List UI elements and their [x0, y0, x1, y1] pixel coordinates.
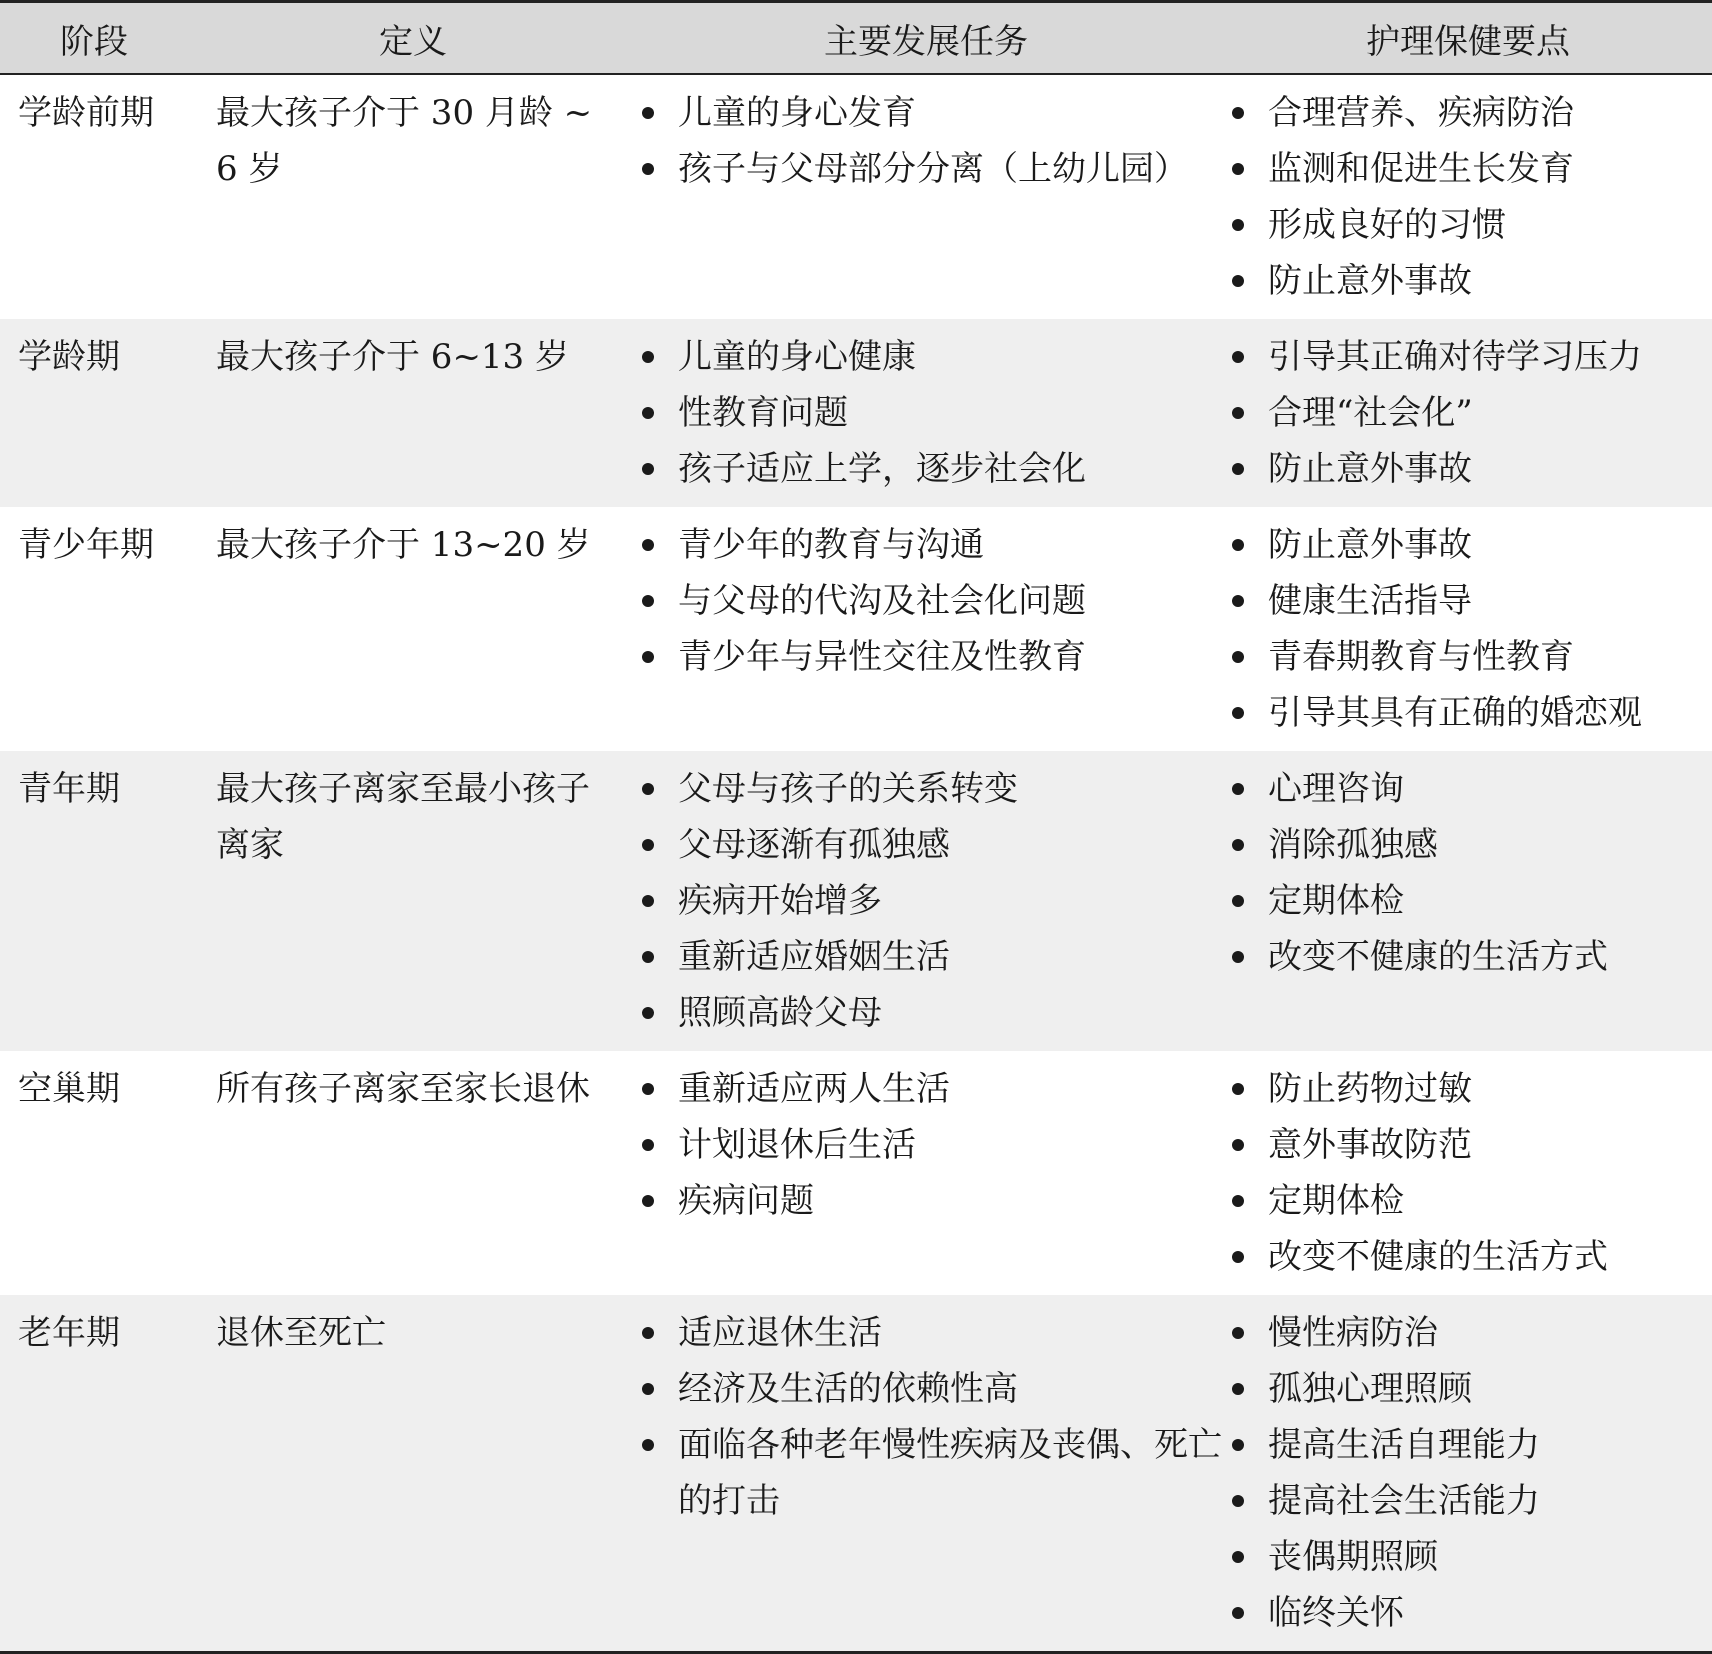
stage-cell: 老年期	[0, 1295, 198, 1653]
task-item-text: 计划退休后生活	[678, 1125, 916, 1165]
care-cell	[1224, 507, 1712, 751]
care-item	[1224, 1585, 1712, 1641]
bullet-icon	[642, 951, 654, 963]
bullet-icon	[642, 895, 654, 907]
bullet-icon	[642, 463, 654, 475]
tasks-list	[634, 761, 1224, 1041]
bullet-icon	[642, 1007, 654, 1019]
care-item	[1224, 1417, 1712, 1473]
task-item	[634, 441, 1224, 497]
bullet-icon	[642, 839, 654, 851]
task-item-text: 青少年与异性交往及性教育	[678, 637, 1086, 677]
care-item-text: 提高生活自理能力	[1268, 1425, 1540, 1465]
task-item-text: 父母逐渐有孤独感	[678, 825, 950, 865]
care-item	[1224, 929, 1712, 985]
care-item-text: 监测和促进生长发育	[1268, 149, 1574, 189]
care-item-text: 定期体检	[1268, 1181, 1404, 1221]
bullet-icon	[642, 1327, 654, 1339]
care-item	[1224, 517, 1712, 573]
bullet-icon	[642, 107, 654, 119]
definition-cell: 最大孩子介于 30 月龄 ~ 6 岁	[216, 93, 593, 189]
care-item	[1224, 1061, 1712, 1117]
care-item-text: 孤独心理照顾	[1268, 1369, 1472, 1409]
bullet-icon	[1232, 1251, 1244, 1263]
tasks-cell	[628, 751, 1224, 1051]
care-item-text: 改变不健康的生活方式	[1268, 937, 1608, 977]
bullet-icon	[1232, 539, 1244, 551]
bullet-icon	[1232, 895, 1244, 907]
tasks-cell	[628, 74, 1224, 319]
bullet-icon	[1232, 163, 1244, 175]
task-item-text: 父母与孩子的关系转变	[678, 769, 1018, 809]
table-row	[0, 1295, 1712, 1653]
task-item	[634, 1361, 1224, 1417]
care-list	[1224, 1305, 1712, 1641]
care-item	[1224, 761, 1712, 817]
task-item	[634, 385, 1224, 441]
bullet-icon	[1232, 595, 1244, 607]
bullet-icon	[1232, 275, 1244, 287]
task-item-text: 适应退休生活	[678, 1313, 882, 1353]
tasks-cell	[628, 1295, 1224, 1653]
task-item-text: 面临各种老年慢性疾病及丧偶、死亡的打击	[678, 1425, 1222, 1521]
bullet-icon	[642, 595, 654, 607]
task-item-text: 重新适应两人生活	[678, 1069, 950, 1109]
care-item	[1224, 1361, 1712, 1417]
stage-cell: 青年期	[0, 751, 198, 1051]
tasks-cell	[628, 507, 1224, 751]
table-row	[0, 74, 1712, 319]
care-item	[1224, 85, 1712, 141]
care-cell	[1224, 751, 1712, 1051]
bullet-icon	[1232, 1383, 1244, 1395]
tasks-list	[634, 85, 1224, 197]
care-list	[1224, 329, 1712, 497]
task-item	[634, 1417, 1224, 1529]
care-item-text: 合理“社会化”	[1268, 393, 1473, 433]
task-item-text: 儿童的身心健康	[678, 337, 916, 377]
task-item	[634, 85, 1224, 141]
tasks-list	[634, 517, 1224, 685]
care-item	[1224, 1173, 1712, 1229]
bullet-icon	[1232, 839, 1244, 851]
task-item	[634, 1117, 1224, 1173]
care-item-text: 临终关怀	[1268, 1593, 1404, 1633]
bullet-icon	[1232, 651, 1244, 663]
bullet-icon	[642, 351, 654, 363]
bullet-icon	[1232, 783, 1244, 795]
bullet-icon	[1232, 951, 1244, 963]
care-item-text: 定期体检	[1268, 881, 1404, 921]
tasks-cell	[628, 1051, 1224, 1295]
care-cell	[1224, 319, 1712, 507]
bullet-icon	[1232, 351, 1244, 363]
task-item-text: 青少年的教育与沟通	[678, 525, 984, 565]
bullet-icon	[642, 1439, 654, 1451]
care-item	[1224, 253, 1712, 309]
task-item-text: 重新适应婚姻生活	[678, 937, 950, 977]
care-item-text: 引导其具有正确的婚恋观	[1268, 693, 1642, 733]
table-header	[0, 2, 1712, 75]
definition-cell: 最大孩子介于 13~20 岁	[216, 525, 591, 565]
care-item	[1224, 141, 1712, 197]
task-item-text: 性教育问题	[678, 393, 848, 433]
bullet-icon	[1232, 1195, 1244, 1207]
bullet-icon	[642, 783, 654, 795]
task-item	[634, 1305, 1224, 1361]
care-item	[1224, 573, 1712, 629]
task-item-text: 与父母的代沟及社会化问题	[678, 581, 1086, 621]
care-item	[1224, 441, 1712, 497]
table-body	[0, 74, 1712, 1653]
task-item	[634, 573, 1224, 629]
header-tasks: 主要发展任务	[628, 2, 1224, 75]
care-item	[1224, 385, 1712, 441]
task-item-text: 孩子与父母部分分离（上幼儿园）	[678, 149, 1188, 189]
task-item	[634, 985, 1224, 1041]
table-row	[0, 319, 1712, 507]
care-item	[1224, 1305, 1712, 1361]
bullet-icon	[1232, 1607, 1244, 1619]
bullet-icon	[1232, 707, 1244, 719]
definition-cell: 退休至死亡	[198, 1295, 628, 1653]
task-item	[634, 629, 1224, 685]
task-item	[634, 517, 1224, 573]
bullet-icon	[642, 163, 654, 175]
care-item-text: 意外事故防范	[1268, 1125, 1472, 1165]
care-list	[1224, 761, 1712, 985]
bullet-icon	[1232, 1439, 1244, 1451]
stage-cell: 青少年期	[18, 525, 154, 565]
task-item	[634, 1173, 1224, 1229]
bullet-icon	[642, 539, 654, 551]
definition-cell: 最大孩子离家至最小孩子离家	[198, 751, 628, 1051]
care-cell	[1224, 1295, 1712, 1653]
care-list	[1224, 85, 1712, 309]
task-item-text: 孩子适应上学，逐步社会化	[678, 449, 1086, 489]
stage-cell: 空巢期	[18, 1069, 120, 1109]
bullet-icon	[642, 1139, 654, 1151]
care-item	[1224, 685, 1712, 741]
tasks-cell	[628, 319, 1224, 507]
care-item	[1224, 1473, 1712, 1529]
tasks-list	[634, 1305, 1224, 1529]
bullet-icon	[642, 1083, 654, 1095]
task-item	[634, 817, 1224, 873]
task-item	[634, 141, 1224, 197]
bullet-icon	[1232, 463, 1244, 475]
care-item-text: 心理咨询	[1268, 769, 1404, 809]
definition-cell: 所有孩子离家至家长退休	[216, 1069, 590, 1109]
bullet-icon	[1232, 1327, 1244, 1339]
care-item	[1224, 1117, 1712, 1173]
bullet-icon	[642, 1195, 654, 1207]
bullet-icon	[1232, 1083, 1244, 1095]
stage-cell: 学龄前期	[18, 93, 154, 133]
care-item	[1224, 629, 1712, 685]
care-item	[1224, 1229, 1712, 1285]
care-cell	[1224, 1051, 1712, 1295]
care-item-text: 引导其正确对待学习压力	[1268, 337, 1642, 377]
task-item-text: 疾病问题	[678, 1181, 814, 1221]
bullet-icon	[642, 651, 654, 663]
task-item	[634, 329, 1224, 385]
bullet-icon	[1232, 1551, 1244, 1563]
care-item-text: 防止意外事故	[1268, 449, 1472, 489]
definition-cell: 最大孩子介于 6~13 岁	[198, 319, 628, 507]
header-definition: 定义	[198, 2, 628, 75]
care-item-text: 合理营养、疾病防治	[1268, 93, 1574, 133]
table-row	[0, 1051, 1712, 1295]
task-item-text: 照顾高龄父母	[678, 993, 882, 1033]
care-item-text: 提高社会生活能力	[1268, 1481, 1540, 1521]
table-row	[0, 507, 1712, 751]
care-item-text: 消除孤独感	[1268, 825, 1438, 865]
task-item	[634, 929, 1224, 985]
care-item-text: 防止意外事故	[1268, 261, 1472, 301]
care-item-text: 慢性病防治	[1268, 1313, 1438, 1353]
task-item-text: 经济及生活的依赖性高	[678, 1369, 1018, 1409]
care-item-text: 形成良好的习惯	[1268, 205, 1506, 245]
bullet-icon	[1232, 107, 1244, 119]
care-item-text: 青春期教育与性教育	[1268, 637, 1574, 677]
tasks-list	[634, 1061, 1224, 1229]
bullet-icon	[1232, 1139, 1244, 1151]
care-item-text: 防止意外事故	[1268, 525, 1472, 565]
care-item-text: 丧偶期照顾	[1268, 1537, 1438, 1577]
stage-cell: 学龄期	[0, 319, 198, 507]
header-row	[0, 2, 1712, 75]
bullet-icon	[1232, 219, 1244, 231]
task-item-text: 疾病开始增多	[678, 881, 882, 921]
task-item	[634, 761, 1224, 817]
care-item	[1224, 873, 1712, 929]
bullet-icon	[1232, 1495, 1244, 1507]
table-row	[0, 751, 1712, 1051]
care-item	[1224, 197, 1712, 253]
care-item-text: 健康生活指导	[1268, 581, 1472, 621]
care-list	[1224, 1061, 1712, 1285]
bullet-icon	[1232, 407, 1244, 419]
tasks-list	[634, 329, 1224, 497]
care-item-text: 防止药物过敏	[1268, 1069, 1472, 1109]
care-item	[1224, 1529, 1712, 1585]
task-item	[634, 873, 1224, 929]
task-item	[634, 1061, 1224, 1117]
care-cell	[1224, 74, 1712, 319]
task-item-text: 儿童的身心发育	[678, 93, 916, 133]
care-list	[1224, 517, 1712, 741]
bullet-icon	[642, 1383, 654, 1395]
bullet-icon	[642, 407, 654, 419]
care-item	[1224, 329, 1712, 385]
header-care: 护理保健要点	[1224, 2, 1712, 75]
header-stage: 阶段	[0, 2, 198, 75]
care-item	[1224, 817, 1712, 873]
care-item-text: 改变不健康的生活方式	[1268, 1237, 1608, 1277]
